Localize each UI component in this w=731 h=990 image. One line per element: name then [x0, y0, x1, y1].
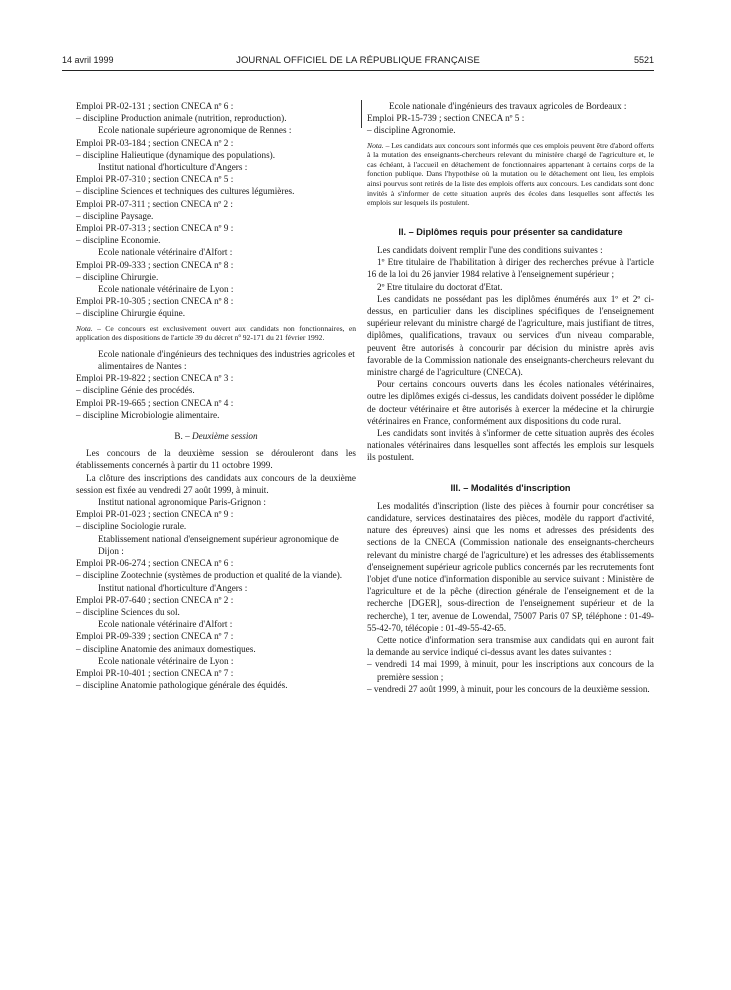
discipline-line: – discipline Anatomie pathologique générale des équidés. — [76, 680, 288, 691]
discipline-line: – discipline Agronomie. — [367, 125, 456, 136]
discipline-line: – discipline Chirurgie équine. — [76, 308, 186, 319]
establishment-heading: Ecole nationale d'ingénieurs des travaux agricoles de Bordeaux : — [389, 101, 627, 111]
body-paragraph: La clôture des inscriptions des candidats aux concours de la deuxième session est fixée au vendredi 27 août 1999, à minuit. — [76, 472, 356, 495]
nota-text: – Ce concours est exclusivement ouvert aux candidats non fonctionnaires, en application des dispositions de l'article 39 du décret nº 92-171 du 21 février 1992. — [76, 323, 356, 343]
section-b-prefix: B. – — [174, 431, 193, 442]
section-b-title: Deuxième session — [192, 431, 258, 442]
header-rule — [62, 70, 654, 71]
body-paragraph: Les candidats doivent remplir l'une des conditions suivantes : — [377, 244, 603, 255]
emploi-line: Emploi PR-19-665 ; section CNECA nº 4 : — [76, 397, 234, 408]
establishment-heading: Ecole nationale supérieure agronomique de Rennes : — [98, 125, 292, 136]
emploi-line: Emploi PR-01-023 ; section CNECA nº 9 : — [76, 509, 234, 520]
establishment-heading: Ecole nationale vétérinaire de Lyon : — [98, 655, 234, 666]
establishment-heading: Ecole nationale d'ingénieurs des techniques des industries agricoles et alimentaires de Nantes : — [98, 348, 355, 372]
page-number: 5521 — [633, 55, 654, 65]
body-paragraph: Pour certains concours ouverts dans les écoles nationales vétérinaires, outre les diplômes exigés ci-dessus, les candidats doivent posséder le diplôme de docteur vétérinaire et être autorisés à exercer la médecine et la chirurgie vétérinaires en France, conformément aux dispositions du code rural. — [367, 379, 654, 426]
emploi-line: Emploi PR-02-131 ; section CNECA nº 6 : — [76, 101, 234, 111]
establishment-heading: Institut national d'horticulture d'Angers : — [98, 582, 248, 593]
discipline-line: – discipline Economie. — [76, 235, 161, 246]
section-ii-heading: II. – Diplômes requis pour présenter sa candidature — [398, 226, 623, 237]
emploi-line: Emploi PR-07-640 ; section CNECA nº 2 : — [76, 594, 234, 605]
nota-label: Nota. — [367, 140, 384, 150]
emploi-line: Emploi PR-09-333 ; section CNECA nº 8 : — [76, 259, 234, 270]
right-column — [367, 100, 654, 695]
nota-label: Nota. — [76, 323, 93, 333]
page-header — [62, 55, 654, 69]
left-column — [76, 100, 356, 691]
body-paragraph: Les concours de la deuxième session se dérouleront dans les établissements concernés à partir du 11 octobre 1999. — [76, 448, 356, 471]
section-iii-heading: III. – Modalités d'inscription — [450, 482, 571, 493]
discipline-line: – discipline Génie des procédés. — [76, 385, 195, 396]
body-paragraph: Les candidats ne possédant pas les diplômes énumérés aux 1º et 2º ci-dessus, en particulier dans les disciplines spécifiques de l'enseignement supérieur relevant du ministre chargé de l'agriculture, mais justifiant de titres, diplômes, qualifications, travaux ou services d'un niveau comparable, peuvent être autorisés à concourir par décision du ministre après avis favorable de la Commission nationale des enseignants-chercheurs relevant du ministre chargé de l'agriculture (CNECA). — [367, 293, 654, 377]
discipline-line: – discipline Microbiologie alimentaire. — [76, 409, 220, 420]
emploi-line: Emploi PR-06-274 ; section CNECA nº 6 : — [76, 558, 234, 569]
emploi-line: Emploi PR-10-401 ; section CNECA nº 7 : — [76, 667, 234, 678]
discipline-line: – discipline Sociologie rurale. — [76, 521, 187, 532]
emploi-line: Emploi PR-07-310 ; section CNECA nº 5 : — [76, 174, 234, 185]
discipline-line: – discipline Sciences du sol. — [76, 606, 180, 617]
header-date: 14 avril 1999 — [62, 55, 114, 65]
emploi-line: Emploi PR-15-739 ; section CNECA nº 5 : — [367, 113, 525, 124]
discipline-line: – discipline Production animale (nutrition, reproduction). — [76, 113, 287, 124]
section-b-heading — [76, 430, 356, 442]
emploi-line: Emploi PR-19-822 ; section CNECA nº 3 : — [76, 373, 234, 384]
emploi-line: Emploi PR-07-313 ; section CNECA nº 9 : — [76, 223, 234, 234]
discipline-line: – discipline Paysage. — [76, 210, 154, 221]
body-paragraph: 2º Etre titulaire du doctorat d'Etat. — [377, 281, 503, 292]
discipline-line: – discipline Chirurgie. — [76, 271, 159, 282]
body-paragraph: Les candidats sont invités à s'informer de cette situation auprès des écoles nationales vétérinaires dans lesquelles sont affectés les emplois sur lesquels ils postulent. — [367, 428, 654, 463]
emploi-line: Emploi PR-07-311 ; section CNECA nº 2 : — [76, 198, 233, 209]
emploi-line: Emploi PR-10-305 ; section CNECA nº 8 : — [76, 296, 234, 307]
discipline-line: – discipline Sciences et techniques des cultures légumières. — [76, 186, 295, 197]
establishment-heading: Institut national agronomique Paris-Grignon : — [98, 497, 266, 508]
body-paragraph: 1º Etre titulaire de l'habilitation à diriger des recherches prévue à l'article 16 de la loi du 26 janvier 1984 relative à l'enseignement supérieur ; — [367, 257, 654, 280]
nota-text: – Les candidats aux concours sont informés que ces emplois peuvent être d'abord offerts à la mutation des enseignants-chercheurs relevant du ministère chargé de l'agriculture et, le cas échéant, à l'accueil en détachement de fonctionnaires appartenant à certains corps de la fonction publique. Dans l'hypothèse où la mutation ou le détachement ont lieu, les emplois ainsi pourvus sont retirés de la liste des emplois offerts aux concours. Les candidats sont donc invités à s'informer de cette situation auprès des écoles dans lesquelles sont affectés les emplois sur lesquels ils postulent. — [367, 140, 654, 208]
establishment-heading: Institut national d'horticulture d'Angers : — [98, 162, 248, 173]
discipline-line: – discipline Halieutique (dynamique des populations). — [76, 149, 276, 160]
establishment-heading: Ecole nationale vétérinaire d'Alfort : — [98, 247, 233, 258]
discipline-line: – discipline Anatomie des animaux domestiques. — [76, 643, 256, 654]
list-item: – vendredi 14 mai 1999, à minuit, pour les inscriptions aux concours de la première session ; — [367, 659, 654, 682]
column-divider — [361, 100, 362, 128]
header-title: JOURNAL OFFICIEL DE LA RÉPUBLIQUE FRANÇAISE — [236, 55, 480, 66]
establishment-heading: Etablissement national d'enseignement supérieur agronomique de Dijon : — [98, 533, 339, 556]
establishment-heading: Ecole nationale vétérinaire de Lyon : — [98, 284, 234, 295]
emploi-line: Emploi PR-03-184 ; section CNECA nº 2 : — [76, 137, 234, 148]
body-paragraph: Les modalités d'inscription (liste des pièces à fournir pour concrétiser sa candidature, services destinataires des pièces, modèle du rapport d'activité, nature des épreuves) ainsi que les noms et adresses des présidents des sections de la CNECA (Commission nationale des enseignants-chercheurs relevant du ministre chargé de l'agriculture) et les adresses des établissements d'enseignement supérieur agricole publics concernés par les recrutements font l'objet d'une notice d'information disponible au service suivant : Ministère de l'agriculture et de la pêche (direction générale de l'enseignement et de la recherche [DGER], sous-direction de l'enseignement supérieur et de la recherche), 1 ter, avenue de Lowendal, 75007 Paris 07 SP, téléphone : 01-49-55-42-70, télécopie : 01-49-55-42-65. — [367, 500, 654, 633]
nota-paragraph — [367, 141, 654, 208]
discipline-line: – discipline Zootechnie (systèmes de production et qualité de la viande). — [76, 570, 343, 581]
establishment-heading: Ecole nationale vétérinaire d'Alfort : — [98, 619, 233, 630]
emploi-line: Emploi PR-09-339 ; section CNECA nº 7 : — [76, 631, 234, 642]
nota-paragraph — [76, 324, 356, 343]
body-paragraph: Cette notice d'information sera transmise aux candidats qui en auront fait la demande au service indiqué ci-dessus avant les dates suivantes : — [367, 635, 654, 658]
list-item: – vendredi 27 août 1999, à minuit, pour les concours de la deuxième session. — [367, 683, 650, 694]
